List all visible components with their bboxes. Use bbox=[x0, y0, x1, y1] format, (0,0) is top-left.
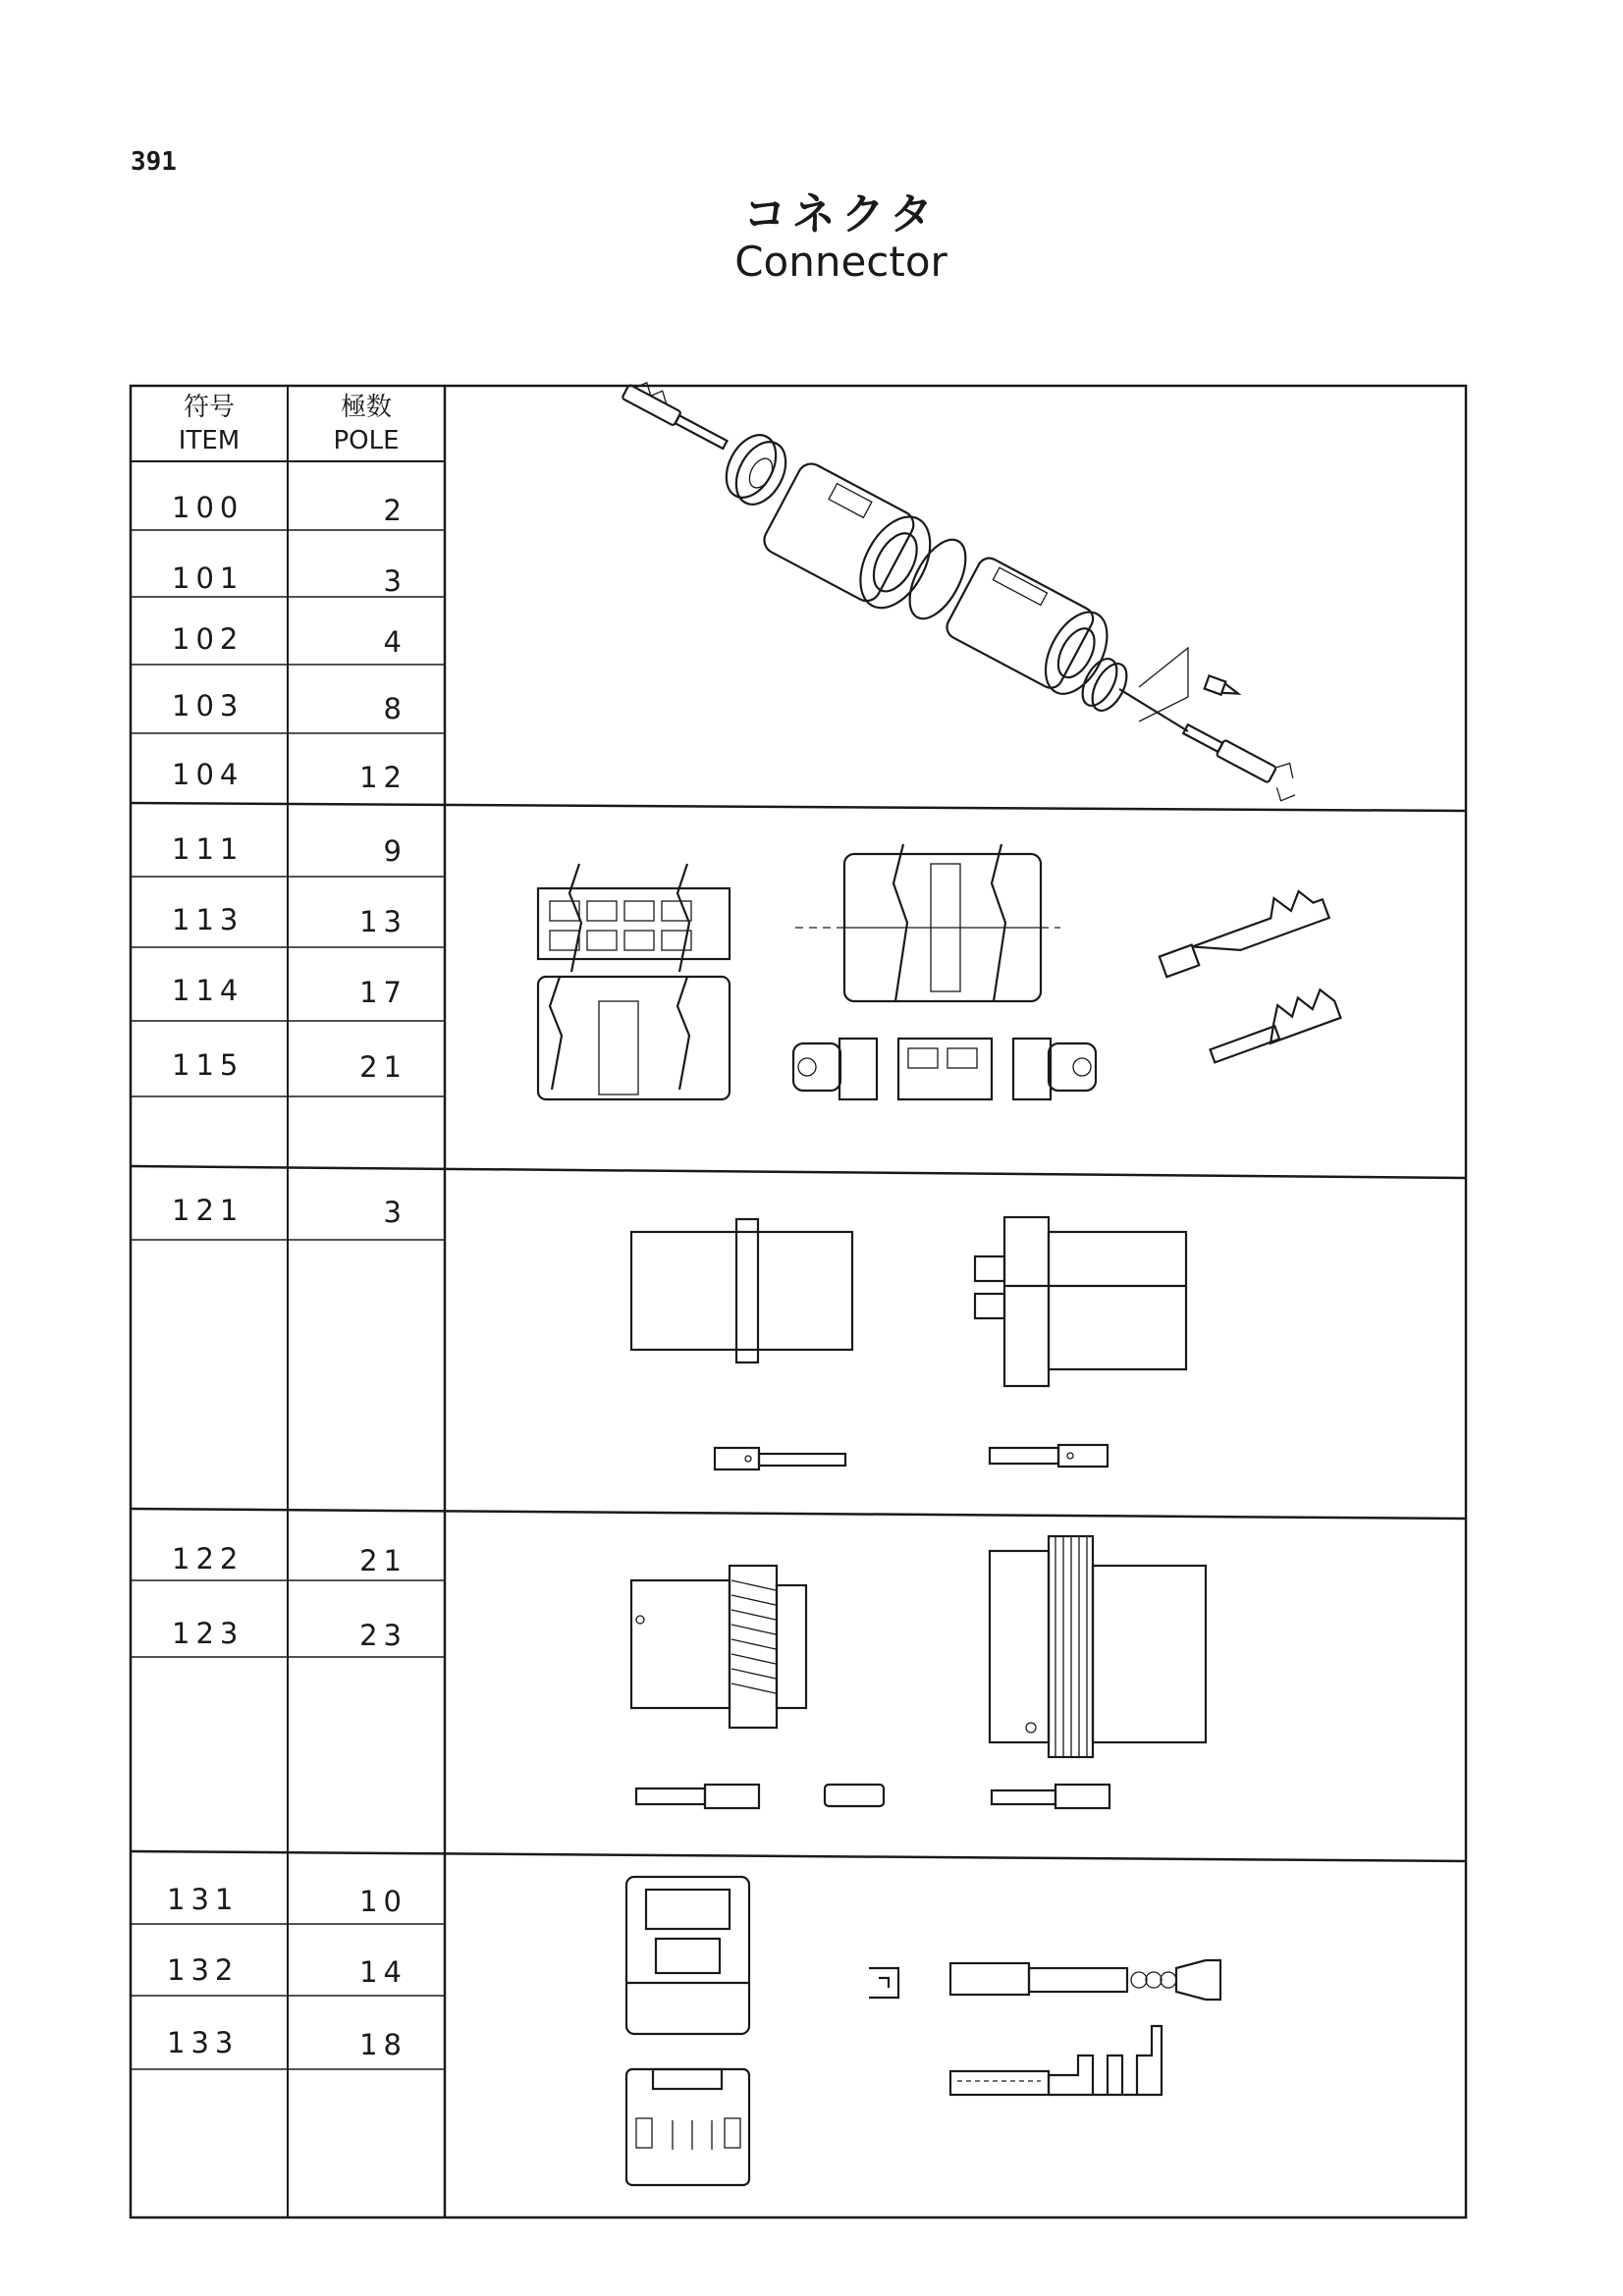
pole-count: 14 bbox=[359, 1955, 407, 1989]
pole-header-japanese: 極数 bbox=[340, 393, 392, 422]
item-header-english: ITEM bbox=[178, 426, 241, 455]
pole-count: 3 bbox=[383, 1196, 407, 1229]
pole-header-english: POLE bbox=[333, 426, 400, 455]
pole-count: 4 bbox=[383, 625, 407, 659]
pole-count: 8 bbox=[383, 692, 407, 725]
item-code: 121 bbox=[172, 1194, 244, 1227]
item-code: 101 bbox=[172, 561, 244, 595]
pole-count: 10 bbox=[359, 1885, 407, 1918]
pole-count: 23 bbox=[359, 1619, 407, 1652]
item-code: 132 bbox=[167, 1953, 240, 1987]
pole-count: 13 bbox=[359, 905, 407, 938]
item-code: 122 bbox=[172, 1542, 244, 1575]
item-code: 104 bbox=[172, 758, 244, 791]
pole-count: 9 bbox=[383, 834, 407, 868]
pole-count: 21 bbox=[359, 1050, 407, 1084]
pole-count: 2 bbox=[383, 494, 407, 527]
pole-count: 18 bbox=[359, 2028, 407, 2061]
item-code: 123 bbox=[172, 1617, 244, 1650]
pole-count: 3 bbox=[383, 564, 407, 598]
item-code: 100 bbox=[172, 491, 244, 524]
item-code: 131 bbox=[167, 1883, 240, 1916]
item-code: 103 bbox=[172, 689, 244, 722]
page-title-japanese: コネクタ bbox=[742, 189, 940, 240]
item-code: 102 bbox=[172, 622, 244, 656]
item-header-japanese: 符号 bbox=[183, 393, 235, 422]
item-code: 115 bbox=[172, 1048, 244, 1082]
page-title: Connector bbox=[734, 238, 947, 286]
pole-count: 12 bbox=[359, 761, 407, 794]
item-code: 114 bbox=[172, 974, 244, 1007]
pole-count: 17 bbox=[359, 976, 407, 1009]
pole-count: 21 bbox=[359, 1544, 407, 1577]
item-code: 133 bbox=[167, 2026, 240, 2059]
item-code: 113 bbox=[172, 903, 244, 936]
item-code: 111 bbox=[172, 832, 244, 866]
page-number: 391 bbox=[131, 147, 177, 177]
